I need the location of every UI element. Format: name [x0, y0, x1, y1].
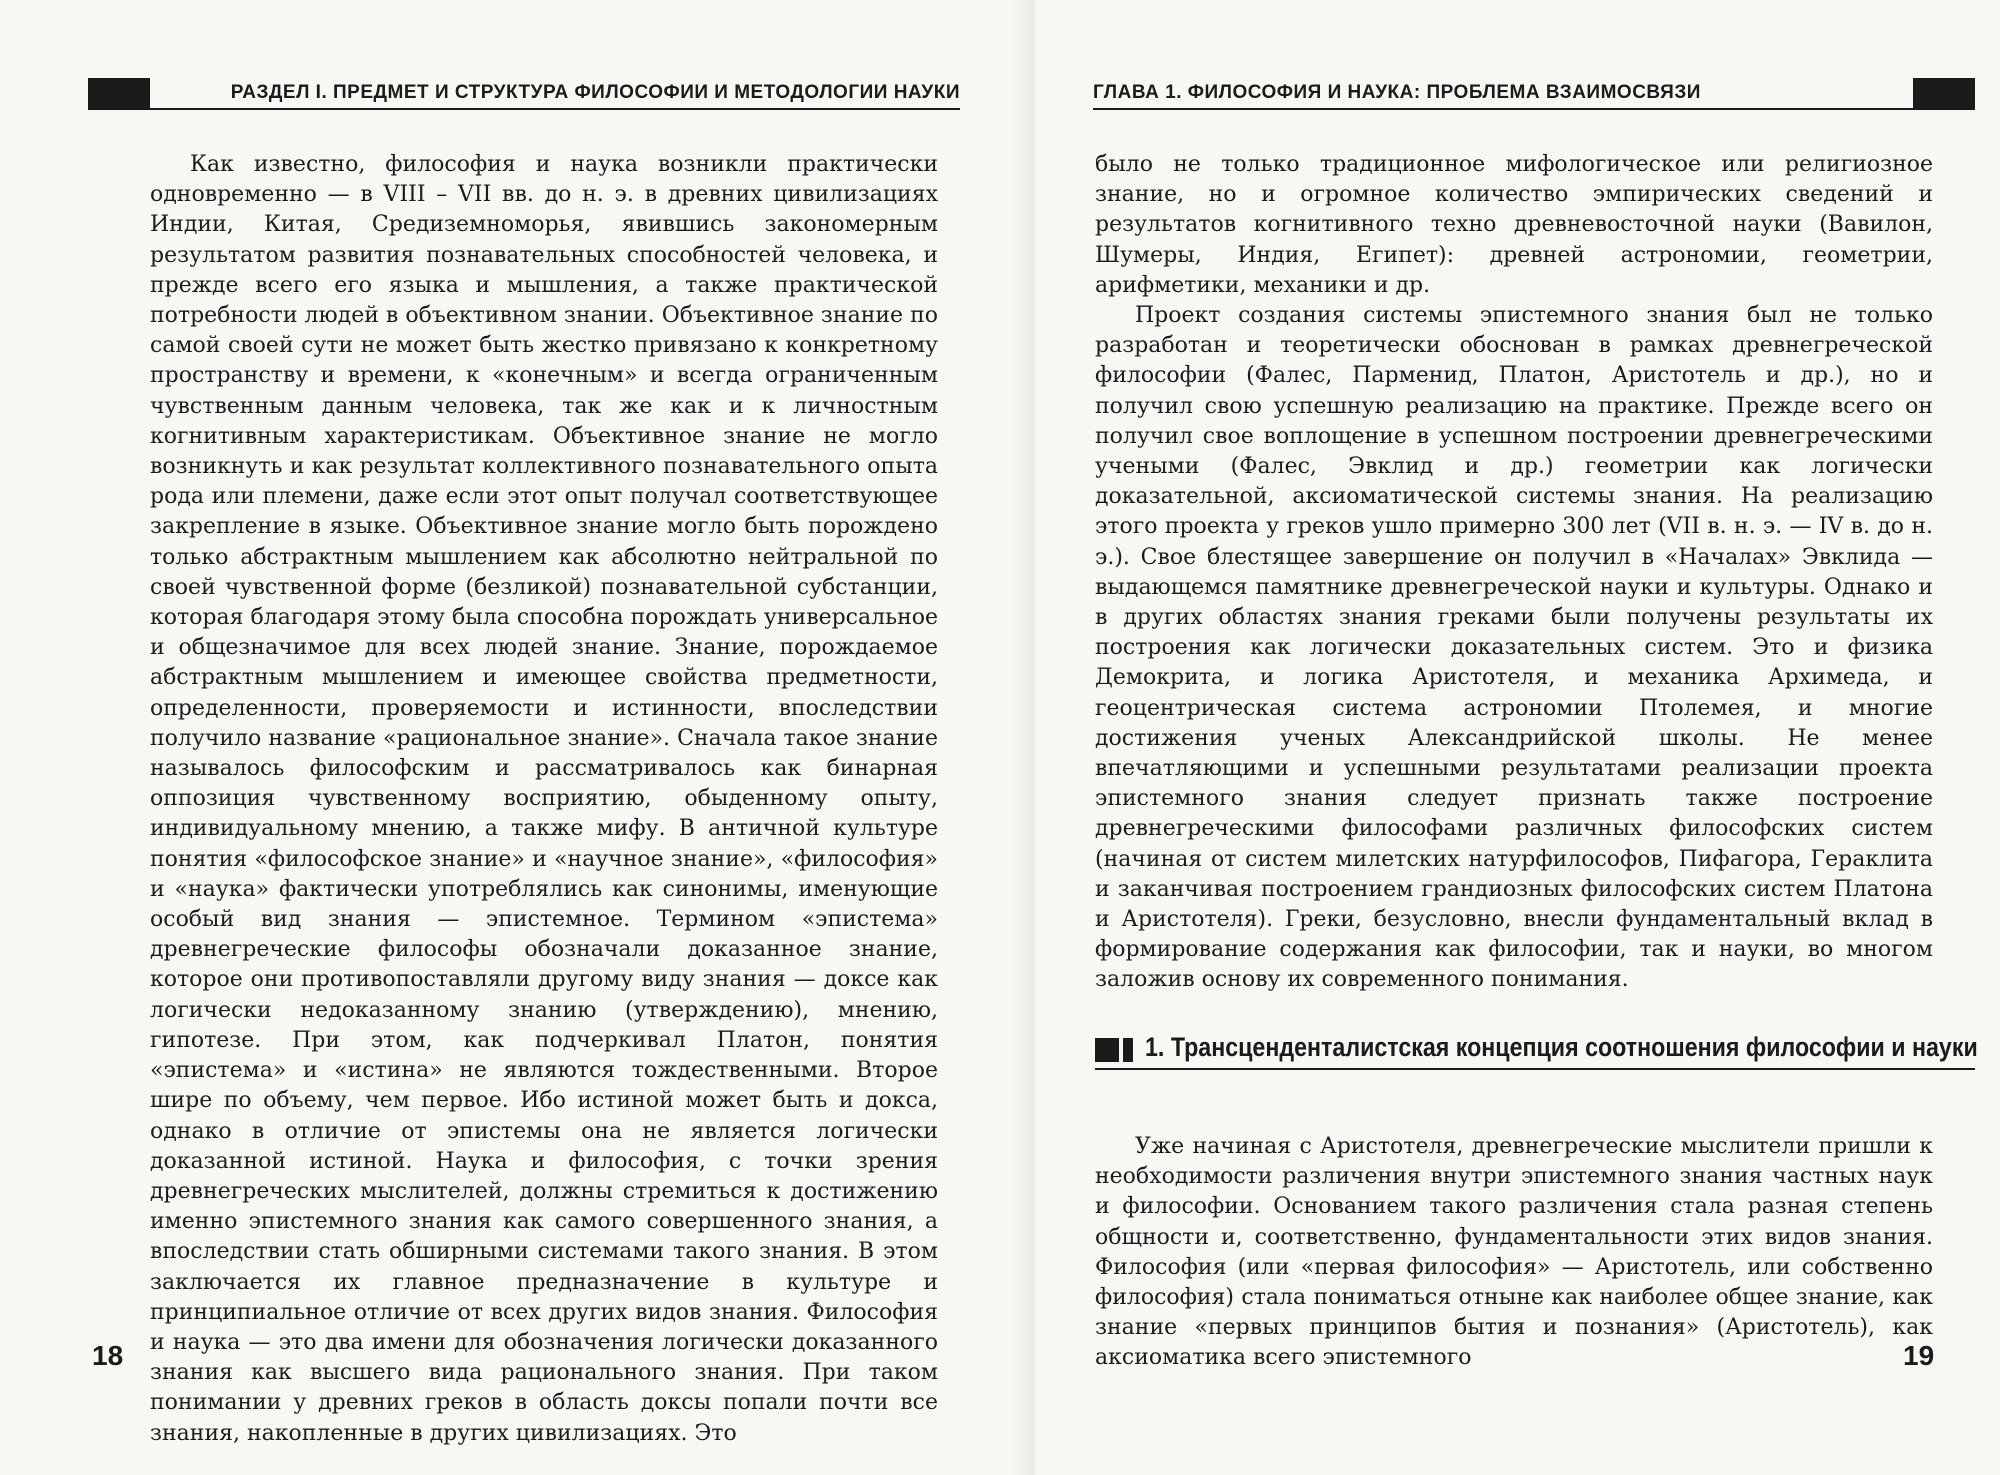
paragraph: Уже начиная с Аристотеля, древнегреческие мыслители пришли к необходимости различения внутри эпистемного знания частных наук и философии. Основанием такого различения стала разная степень общности и, соответственно, фундаментальности этих видов знания. Философия (или «первая философия» — Аристотель, или собственно философия) стала пониматься отныне как наиболее общее знание, как знание «первых принципов бытия и познания» (Аристотель), как аксиоматика всего эпистемного [1095, 1134, 1933, 1371]
head-bar-block [88, 78, 150, 108]
left-paragraph: Как известно, философия и наука возникли практически одновременно — в VIII – VII вв. до н. э. в древних цивилизациях Индии, Китая, Средиземноморья, явившись закономерным результатом развития познавательных способностей человека, и прежде всего его языка и мышления, а также практической потребности людей в объективном знании. Объективное знание по самой своей сути не может быть жестко привязано к конкретному пространству и времени, к «конечным» и всегда ограниченным чувственным данным человека, так же как и к личностным когнитивным характеристикам. Объективное знание не могло возникнуть и как результат коллективного познавательного опыта рода или племени, даже если этот опыт получал соответствующее закрепление в языке. Объективное знание могло быть порождено только абстрактным мышлением как абсолютно нейтральной по своей чувственной форме (безликой) познавательной субстанции, которая благодаря этому была способна порождать универсальное и общезначимое для всех людей знание. Знание, порождаемое абстрактным мышлением и имеющее свойства предметности, определенности, проверяемости и истинности, впоследствии получило название «рациональное знание». Сначала такое знание называлось философским и рассматривалось как бинарная оппозиция чувственному восприятию, обыденному опыту, индивидуальному мнению, а также мифу. В античной культуре понятия «философское знание» и «научное знание», «философия» и «наука» фактически употреблялись как синонимы, именующие особый вид знания — эпистемное. Термином «эпистема» древнегреческие философы обозначали доказанное знание, которое они противопоставляли другому виду знания — доксе как логически недоказанному знанию (утверждению), мнению, гипотезе. При этом, как подчеркивал Платон, понятия «эпистема» и «истина» не являются тождественными. Второе шире по объему, чем первое. Ибо истиной может быть и докса, однако в отличие от эпистемы она не является логически доказанной истиной. Наука и философия, с точки зрения древнегреческих мыслителей, должны стремиться к достижению именно эпистемного знания как самого совершенного знания, а впоследствии стать обширными системами такого знания. В этом заключается их главное предназначение в культуре и принципиальное отличие от всех других видов знания. Философия и наука — это два имени для обозначения логически доказанного знания как высшего вида рационального знания. При таком понимании у древних греков в область доксы попали почти все знания, накопленные в других цивилизациях. Это [150, 152, 939, 1446]
continuation-paragraph: было не только традиционное мифологическое или религиозное знание, но и огромное количество эмпирических сведений и результатов когнитивного техно древневосточной науки (Вавилон, Шумеры, Индия, Египет): древней астрономии, геометрии, арифметики, механики и др. [1095, 152, 1933, 298]
page-number-left: 18 [92, 1340, 124, 1371]
page-number-right: 19 [1903, 1340, 1935, 1371]
section-heading [1095, 1030, 1978, 1070]
right-running-head [1093, 78, 1975, 110]
section-marker-icon [1095, 1038, 1119, 1062]
right-text-column [1095, 150, 1933, 996]
right-running-head-text: ГЛАВА 1. ФИЛОСОФИЯ И НАУКА: ПРОБЛЕМА ВЗАИМОСВЯЗИ [1093, 82, 1701, 103]
section-title: 1. Трансценденталистская концепция соотношения философии и науки [1145, 1032, 1978, 1062]
left-running-head-text: РАЗДЕЛ I. ПРЕДМЕТ И СТРУКТУРА ФИЛОСОФИИ И МЕТОДОЛОГИИ НАУКИ [230, 82, 960, 103]
left-text-column [150, 150, 938, 1449]
head-bar-block [1913, 78, 1975, 108]
right-page [1035, 0, 2000, 1475]
left-running-head [88, 78, 960, 110]
paragraph: Проект создания системы эпистемного знания был не только разработан и теоретически обоснован в рамках древнегреческой философии (Фалес, Парменид, Платон, Аристотель и др.), но и получил свою успешную реализацию на практике. Прежде всего он получил свое воплощение в успешном построении древнегреческими учеными (Фалес, Эвклид и др.) геометрии как логически доказательной, аксиоматической системы знания. На реализацию этого проекта у греков ушло примерно 300 лет (VII в. н. э. — IV в. до н. э.). Свое блестящее завершение он получил в «Началах» Эвклида — выдающемся памятнике древнегреческой науки и культуры. Однако и в других областях знания греками были получены результаты их построения как логически доказательных систем. Это и физика Демокрита, и логика Аристотеля, и механика Архимеда, и геоцентрическая система астрономии Птолемея, и многие достижения ученых Александрийской школы. Не менее впечатляющими и успешными результатами реализации проекта эпистемного знания следует признать также построение древнегреческими философами различных философских систем (начиная от систем милетских натурфилософов, Пифагора, Гераклита и заканчивая построением грандиозных философских систем Платона и Аристотеля). Греки, безусловно, внесли фундаментальный вклад в формирование содержания как философии, так и науки, во многом заложив основу их современного понимания. [1095, 303, 1933, 993]
right-text-column-lower [1095, 1132, 1933, 1374]
section-marker-icon [1123, 1038, 1133, 1062]
